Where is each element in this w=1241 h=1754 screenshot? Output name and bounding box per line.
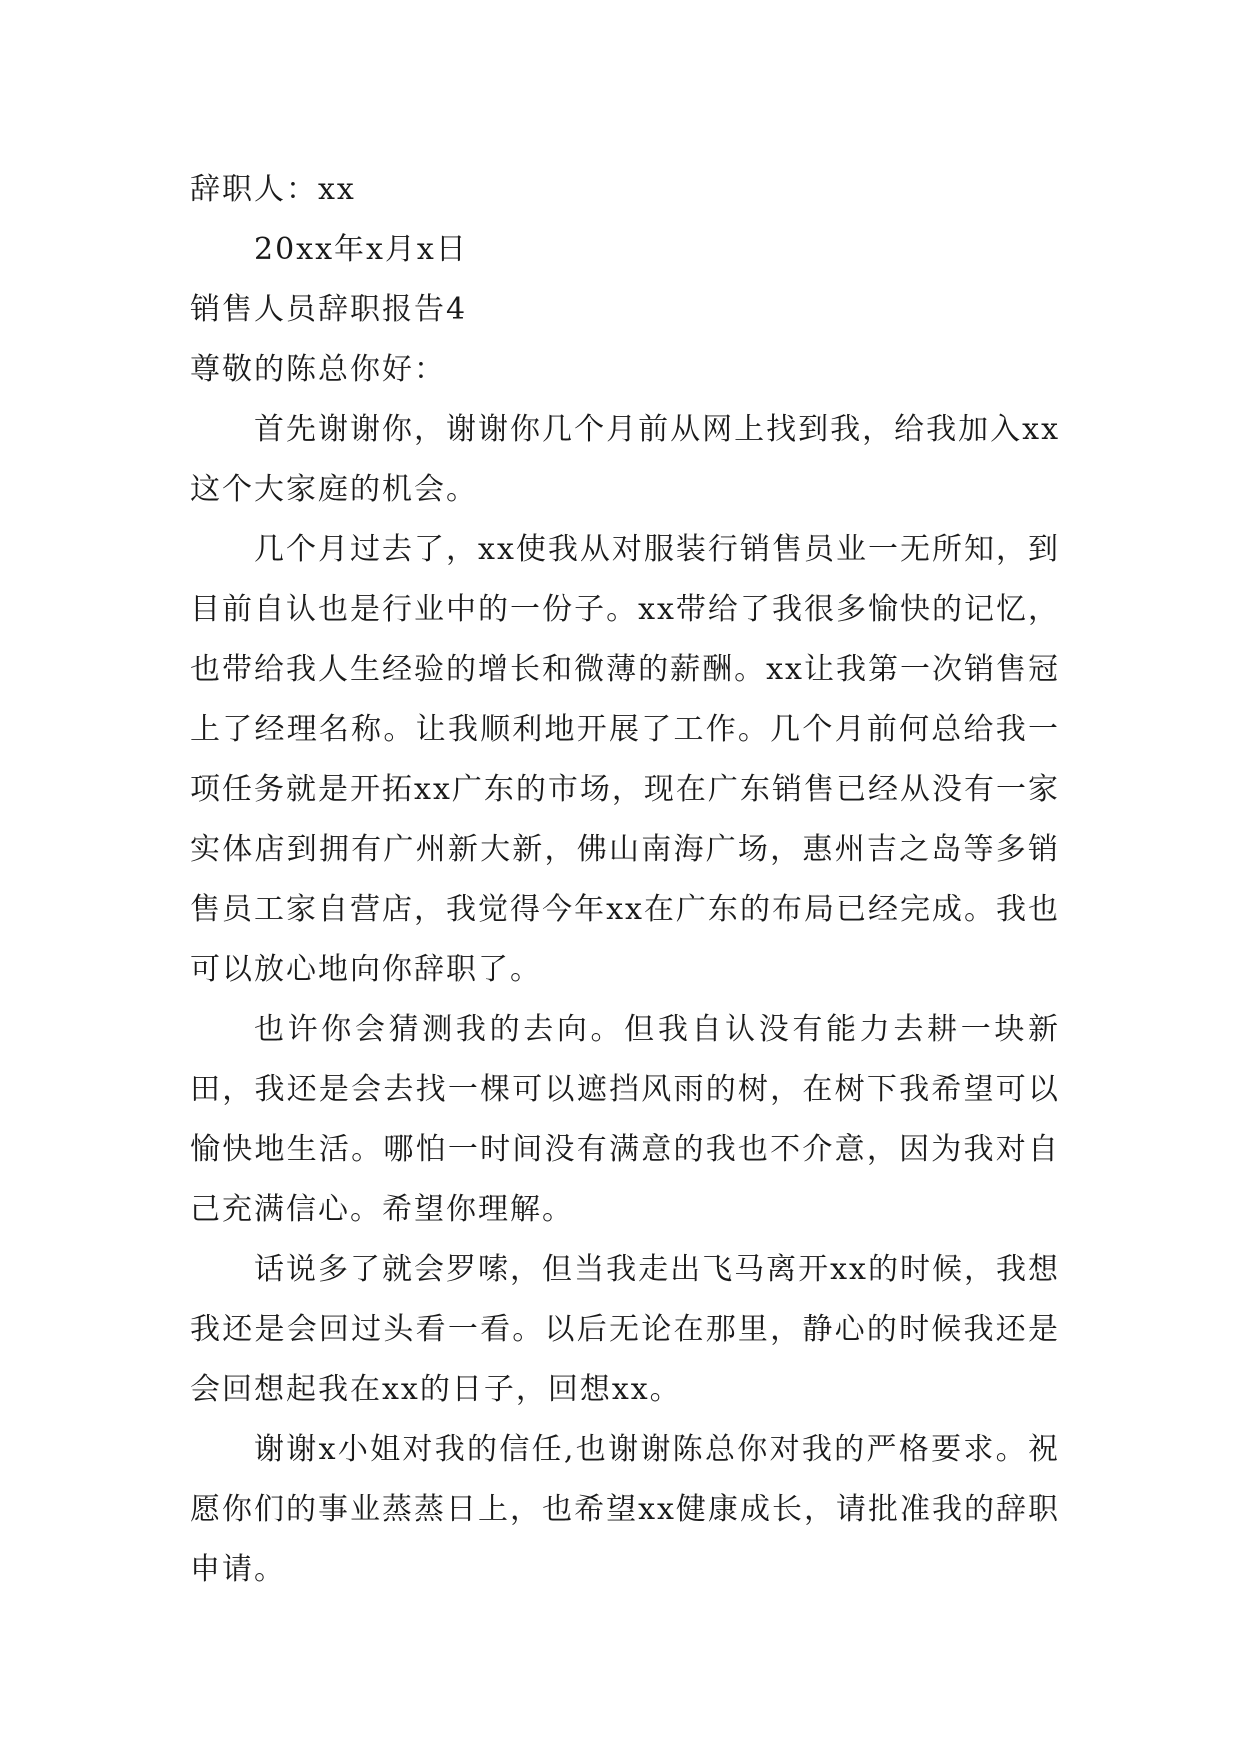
- date-line: 20xx年x月x日: [254, 232, 468, 267]
- paragraph-4: 话说多了就会罗嗦，但当我走出飞马离开xx的时候，我想我还是会回过头看一看。以后无论在那里，静心的时候我还是会回想起我在xx的日子，回想xx。: [190, 1252, 1060, 1407]
- document-body: [190, 160, 1060, 1600]
- document-title: 销售人员辞职报告4: [190, 292, 468, 327]
- paragraph-5: 谢谢x小姐对我的信任,也谢谢陈总你对我的严格要求。祝愿你们的事业蒸蒸日上，也希望xx健康成长，请批准我的辞职申请。: [190, 1432, 1060, 1587]
- paragraph-1: 首先谢谢你，谢谢你几个月前从网上找到我，给我加入xx这个大家庭的机会。: [190, 412, 1060, 507]
- paragraph-2: 几个月过去了，xx使我从对服装行销售员业一无所知，到目前自认也是行业中的一份子。xx带给了我很多愉快的记忆，也带给我人生经验的增长和微薄的薪酬。xx让我第一次销售冠上了经理名称。让我顺利地开展了工作。几个月前何总给我一项任务就是开拓xx广东的市场，现在广东销售已经从没有一家实体店到拥有广州新大新，佛山南海广场，惠州吉之岛等多销售员工家自营店，我觉得今年xx在广东的布局已经完成。我也可以放心地向你辞职了。: [190, 532, 1060, 987]
- salutation: 尊敬的陈总你好：: [190, 352, 446, 387]
- paragraph-3: 也许你会猜测我的去向。但我自认没有能力去耕一块新田，我还是会去找一棵可以遮挡风雨的树，在树下我希望可以愉快地生活。哪怕一时间没有满意的我也不介意，因为我对自己充满信心。希望你理解。: [190, 1012, 1060, 1227]
- resigner-line: 辞职人：xx: [190, 172, 356, 207]
